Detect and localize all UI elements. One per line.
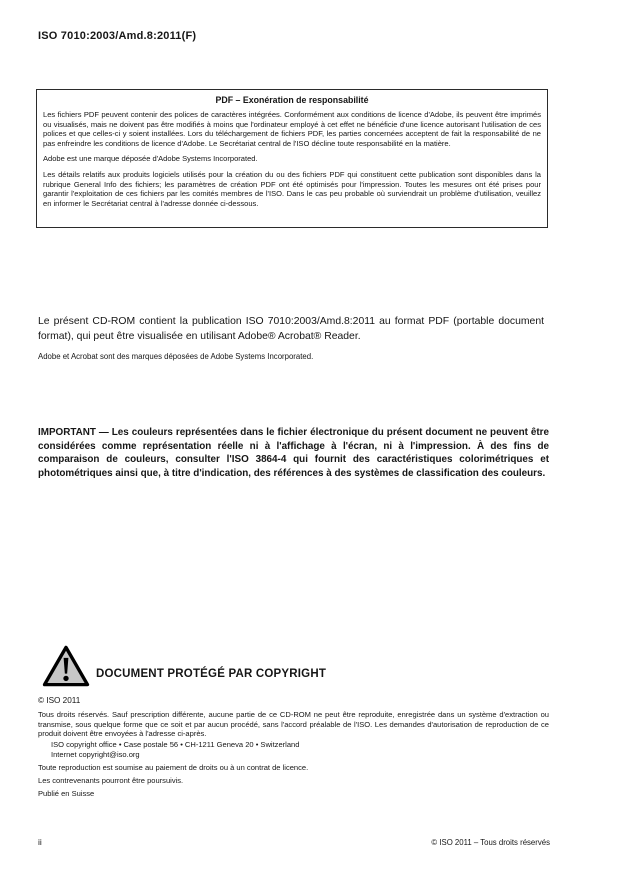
disclaimer-paragraph-2: Adobe est une marque déposée d'Adobe Systems Incorporated. <box>43 154 258 164</box>
disclaimer-title: PDF – Exonération de responsabilité <box>215 95 369 105</box>
warning-triangle-icon <box>42 645 90 687</box>
disclaimer-paragraph-3: Les détails relatifs aux produits logiciels utilisés pour la création du ou des fichiers PDF qui constituent cette publication sont disponibles dans la rubrique General Info des fichiers; les paramètres de création PDF ont été optimisés pour l'impression. Toutes les mesures ont été prises pour garantir l'exploitation de ces fichiers par les comités membres de l'ISO. Dans le cas peu probable où surviendrait un problème d'utilisation, veuillez en informer le Secrétariat central à l'adresse donnée ci-dessous. <box>43 169 541 208</box>
footer-copyright: © ISO 2011 – Tous droits réservés <box>431 838 550 847</box>
copyright-year-line: © ISO 2011 <box>38 696 81 705</box>
trademark-note: Adobe et Acrobat sont des marques déposées de Adobe Systems Incorporated. <box>38 352 314 361</box>
cdrom-content-paragraph: Le présent CD-ROM contient la publication ISO 7010:2003/Amd.8:2011 au format PDF (portable document format), qui peut être visualisée en utilisant Adobe® Acrobat® Reader. <box>38 316 544 342</box>
disclaimer-paragraph-1: Les fichiers PDF peuvent contenir des polices de caractères intégrées. Conformément aux conditions de licence d'Adobe, ils peuvent être imprimés ou visualisés, mais ne doivent pas être modifiés à moins que l'ordinateur employé à cet effet ne bénéficie d'une licence autorisant l'utilisation de ces polices et que celles-ci y soient installées. Lors du téléchargement de fichiers PDF, les parties concernées acceptent de fait la responsabilité de ne pas enfreindre les conditions de licence d'Adobe. Le Secrétariat central de l'ISO décline toute responsabilité en la matière. <box>43 110 541 148</box>
copyright-address-line: ISO copyright office • Case postale 56 • CH-1211 Geneva 20 • Switzerland <box>51 740 300 749</box>
license-line: Toute reproduction est soumise au paiement de droits ou à un contrat de licence. <box>38 763 309 772</box>
important-color-notice: IMPORTANT — Les couleurs représentées dans le fichier électronique du présent document ne peuvent être considérées comme représentation réelle ni à l'affichage à l'écran, ni à l'impression. À des fins de comparaison de couleurs, consulter l'ISO 3864-4 qui fournit des caractéristiques colorimétriques et photométriques ainsi que, à titre d'indication, des références à des systèmes de classification des couleurs. <box>38 427 549 479</box>
page-title: ISO 7010:2003/Amd.8:2011(F) <box>38 30 197 42</box>
copyright-address-block <box>51 740 531 759</box>
copyright-email-line: Internet copyright@iso.org <box>51 749 140 759</box>
copyright-heading: DOCUMENT PROTÉGÉ PAR COPYRIGHT <box>96 668 327 680</box>
pdf-disclaimer-box <box>36 89 548 228</box>
offenders-line: Les contrevenants pourront être poursuivis. <box>38 776 184 785</box>
copyright-body-paragraph: Tous droits réservés. Sauf prescription différente, aucune partie de ce CD-ROM ne peut être reproduite, enregistrée dans un système d'extraction ou transmise, sous quelque forme que ce soit et par aucun procédé, sans l'accord préalable de l'ISO. Les demandes d'autorisation de reproduction de ce produit doivent être envoyées à l'adresse ci-après. <box>38 710 549 739</box>
footer-page-number: ii <box>38 837 42 847</box>
published-line: Publié en Suisse <box>38 789 95 798</box>
